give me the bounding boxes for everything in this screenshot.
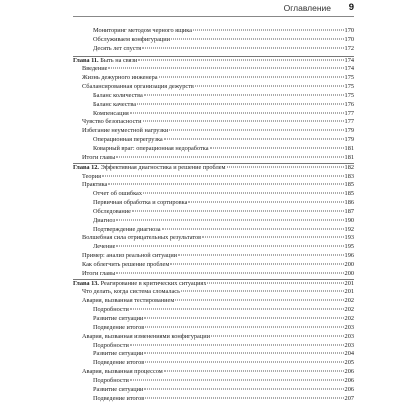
- dot-leader: [164, 139, 344, 140]
- toc-entry-title: [73, 164, 226, 173]
- toc-page-number: 185: [344, 181, 354, 189]
- toc-page-number: 206: [344, 385, 354, 393]
- toc-entry-title: Операционная перегрузка: [93, 136, 163, 144]
- toc-page-number: 175: [344, 83, 354, 91]
- toc-section-entry[interactable]: [73, 368, 354, 377]
- toc-section-entry[interactable]: [73, 181, 354, 190]
- dot-leader: [108, 184, 343, 185]
- toc-page-number: 193: [344, 234, 354, 242]
- dot-leader: [159, 77, 344, 78]
- toc-entry-title: Чувство безопасности: [82, 118, 142, 126]
- toc-page-number: 187: [344, 207, 354, 215]
- header-title: Оглавление: [283, 3, 331, 13]
- toc-entry-title: Введение: [82, 65, 108, 73]
- toc-entry-title: Компенсация: [93, 109, 129, 117]
- dot-leader: [116, 156, 343, 157]
- dot-leader: [207, 282, 343, 283]
- toc-entry-title: Подтверждение диагноза: [93, 225, 161, 233]
- dot-leader: [130, 379, 344, 380]
- dot-leader: [144, 353, 343, 354]
- toc-subsection-entry[interactable]: [73, 377, 354, 386]
- toc-page-number: 172: [344, 44, 354, 52]
- toc-page-number: 207: [344, 394, 354, 402]
- toc-subsection-entry[interactable]: [73, 27, 354, 36]
- chapter-title: Эффективная диагностика и решение проблем: [100, 163, 226, 171]
- dot-leader: [130, 112, 344, 113]
- toc-section-entry[interactable]: [73, 234, 354, 243]
- toc-subsection-entry[interactable]: [73, 342, 354, 351]
- toc-subsection-entry[interactable]: [73, 145, 354, 154]
- toc-page-number: 190: [344, 216, 354, 224]
- toc-section-entry[interactable]: [73, 118, 354, 127]
- toc-page-number: 175: [344, 91, 354, 99]
- chapter-title: Реагирование в критических ситуациях: [100, 279, 207, 287]
- dot-leader: [193, 30, 343, 31]
- toc-entry-title: Теория: [82, 172, 101, 180]
- dot-leader: [145, 362, 343, 363]
- toc-subsection-entry[interactable]: [73, 217, 354, 226]
- toc-entry-title: Развитие ситуации: [93, 385, 144, 393]
- toc-page-number: 192: [344, 225, 354, 233]
- toc-entry-title: Подведение итогов: [93, 394, 145, 402]
- dot-leader: [169, 130, 343, 131]
- toc-page-number: 205: [344, 359, 354, 367]
- dot-leader: [210, 147, 344, 148]
- toc-page-number: 202: [344, 306, 354, 314]
- toc-page-number: 201: [344, 279, 354, 287]
- toc-entry-title: Мониторинг методом черного ящика: [93, 27, 193, 34]
- toc-page-number: 185: [344, 190, 354, 198]
- toc-subsection-entry[interactable]: [73, 45, 354, 54]
- toc-page-number: 174: [344, 65, 354, 73]
- toc-page-number: 183: [344, 172, 354, 180]
- toc-page-number: 177: [344, 109, 354, 117]
- dot-leader: [195, 86, 344, 87]
- toc-entry-title: Как облегчить решение проблем: [82, 260, 170, 268]
- toc-entry-title: Диагноз: [93, 216, 116, 224]
- toc-entry-title: Первичная обработка и сортировка: [93, 199, 188, 207]
- dot-leader: [188, 202, 343, 203]
- toc-section-entry[interactable]: [73, 83, 354, 92]
- toc-section-entry[interactable]: [73, 297, 354, 306]
- dot-leader: [102, 175, 344, 176]
- dot-leader: [108, 68, 343, 69]
- toc-page-number: 195: [344, 243, 354, 251]
- toc-section-entry[interactable]: [73, 333, 354, 342]
- toc-page-number: 174: [344, 56, 354, 64]
- toc-entry-title: Авария, вызванная процессом: [82, 368, 163, 376]
- dot-leader: [137, 103, 344, 104]
- toc-entry-title: Авария, вызванная изменениями конфигурации: [82, 332, 210, 340]
- toc-page-number: 177: [344, 118, 354, 126]
- toc-subsection-entry[interactable]: [73, 110, 354, 119]
- toc-entry-title: Итоги главы: [82, 153, 116, 161]
- toc-page-number: 204: [344, 350, 354, 358]
- toc-page-number: 179: [344, 136, 354, 144]
- toc-entry-title: Развитие ситуации: [93, 315, 144, 322]
- toc-entry-title: [73, 57, 137, 66]
- toc-page-number: 201: [344, 288, 354, 296]
- dot-leader: [181, 291, 344, 292]
- toc-section-entry[interactable]: [73, 252, 354, 261]
- chapter-number: Глава 12.: [73, 163, 99, 171]
- toc-entry-title: Подробности: [93, 306, 129, 314]
- toc-page-number: 206: [344, 376, 354, 384]
- toc-page-number: 206: [344, 368, 354, 376]
- dot-leader: [142, 47, 343, 48]
- dot-leader: [170, 263, 343, 264]
- toc-entry-title: [73, 280, 206, 289]
- toc-page-number: 170: [344, 35, 354, 43]
- toc-entry-title: Что делать, когда система сломалась: [82, 288, 180, 296]
- toc-page-number: 176: [344, 100, 354, 108]
- toc-page-number: 202: [344, 297, 354, 305]
- toc-page-number: 200: [344, 260, 354, 268]
- dot-leader: [144, 388, 343, 389]
- toc-subsection-entry[interactable]: [73, 101, 354, 110]
- dot-leader: [175, 300, 343, 301]
- toc-subsection-entry[interactable]: [73, 395, 354, 404]
- dot-leader: [143, 121, 344, 122]
- dot-leader: [211, 335, 344, 336]
- running-header: [73, 2, 354, 17]
- toc-entry-title: Лечение: [93, 243, 116, 251]
- toc-entry-title: Подведение итогов: [93, 359, 145, 367]
- chapter-number: Глава 13.: [73, 279, 99, 287]
- dot-leader: [145, 397, 343, 398]
- toc-entry-title: Обследование: [93, 207, 131, 215]
- toc-subsection-entry[interactable]: [73, 199, 354, 208]
- dot-leader: [116, 246, 343, 247]
- header-page-number: 9: [348, 2, 354, 13]
- toc-section-entry[interactable]: [73, 154, 354, 163]
- toc-section-entry[interactable]: [73, 127, 354, 136]
- toc-entry-title: Отчет об ошибках: [93, 190, 142, 198]
- toc-entry-title: Итоги главы: [82, 269, 116, 277]
- toc-entry-title: Подробности: [93, 376, 129, 384]
- dot-leader: [227, 166, 344, 167]
- toc-page-number: 203: [344, 341, 354, 349]
- dot-leader: [130, 344, 344, 345]
- chapter-number: Глава 11.: [73, 56, 99, 64]
- dot-leader: [116, 272, 343, 273]
- toc-entry-title: Сбалансированная организация дежурств: [82, 83, 194, 91]
- toc-subsection-entry[interactable]: [73, 226, 354, 235]
- dot-leader: [144, 94, 344, 95]
- toc-subsection-entry[interactable]: [73, 190, 354, 199]
- toc-entry-title: Баланс количества: [93, 91, 143, 99]
- toc-entry-title: Десять лет спустя: [93, 44, 142, 52]
- toc-entry-title: Избегание неуместной нагрузки: [82, 127, 169, 135]
- toc-subsection-entry[interactable]: [73, 243, 354, 252]
- toc-entry-title: Волшебная сила отрицательных результатов: [82, 234, 202, 242]
- toc-entry-title: Баланс качества: [93, 100, 136, 108]
- toc-chapter-entry[interactable]: [73, 279, 354, 289]
- toc-subsection-entry[interactable]: [73, 324, 354, 333]
- toc-entry-title: Подведение итогов: [93, 323, 145, 331]
- toc-entry-title: Развитие ситуации: [93, 350, 144, 358]
- toc-subsection-entry[interactable]: [73, 306, 354, 315]
- dot-leader: [145, 326, 343, 327]
- toc-section-entry[interactable]: [73, 261, 354, 270]
- toc-entry-title: Практика: [82, 181, 108, 189]
- toc-subsection-entry[interactable]: [73, 315, 354, 324]
- toc-entry-title: Обслуживаем конфигурации: [93, 35, 171, 43]
- toc-page-number: 203: [344, 332, 354, 340]
- dot-leader: [144, 318, 343, 319]
- toc-chapter-entry[interactable]: [73, 163, 354, 173]
- dot-leader: [130, 309, 344, 310]
- toc-page-number: 179: [344, 127, 354, 135]
- toc-subsection-entry[interactable]: [73, 208, 354, 217]
- toc-section-entry[interactable]: [73, 270, 354, 279]
- dot-leader: [178, 255, 343, 256]
- toc-section-entry[interactable]: [73, 288, 354, 297]
- dot-leader: [132, 210, 344, 211]
- toc-subsection-entry[interactable]: [73, 136, 354, 145]
- toc-subsection-entry[interactable]: [73, 350, 354, 359]
- dot-leader: [162, 228, 344, 229]
- dot-leader: [164, 371, 344, 372]
- toc-entry-title: Подробности: [93, 341, 129, 349]
- toc-page-number: 200: [344, 269, 354, 277]
- toc-subsection-entry[interactable]: [73, 359, 354, 368]
- chapter-title: Быть на связи: [100, 56, 138, 64]
- toc-entry-title: Коварный враг: операционная недоработка: [93, 144, 209, 152]
- dot-leader: [171, 38, 344, 39]
- toc-page-number: 186: [344, 199, 354, 207]
- toc-section-entry[interactable]: [73, 65, 354, 74]
- toc-entry-title: Пример: анализ реальной ситуации: [82, 252, 178, 260]
- dot-leader: [202, 237, 343, 238]
- toc-section-entry[interactable]: [73, 74, 354, 83]
- toc-page-number: 181: [344, 153, 354, 161]
- toc-page-number: 181: [344, 144, 354, 152]
- dot-leader: [138, 59, 343, 60]
- dot-leader: [143, 193, 344, 194]
- toc-subsection-entry[interactable]: [73, 92, 354, 101]
- toc-subsection-entry[interactable]: [73, 386, 354, 395]
- toc-page-number: 170: [344, 27, 354, 34]
- toc-entry-title: Жизнь дежурного инженера: [82, 74, 158, 82]
- table-of-contents: [73, 27, 354, 403]
- toc-page-number: 202: [344, 315, 354, 322]
- toc-page-number: 203: [344, 323, 354, 331]
- toc-section-entry[interactable]: [73, 173, 354, 182]
- toc-chapter-entry[interactable]: [73, 56, 354, 66]
- toc-page-number: 196: [344, 252, 354, 260]
- toc-page-number: 182: [344, 163, 354, 171]
- toc-page-number: 175: [344, 74, 354, 82]
- dot-leader: [116, 219, 343, 220]
- toc-entry-title: Авария, вызванная тестированием: [82, 297, 175, 305]
- toc-subsection-entry[interactable]: [73, 36, 354, 45]
